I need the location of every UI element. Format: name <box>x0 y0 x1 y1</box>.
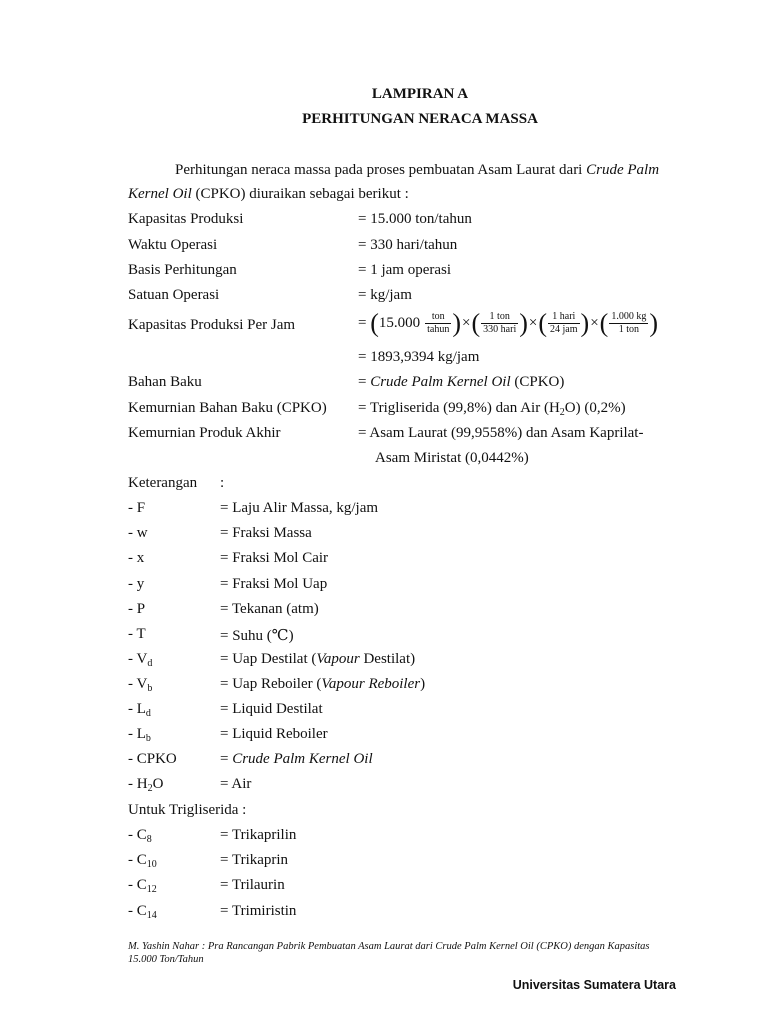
intro-text-2: (CPKO) diuraikan sebagai berikut : <box>191 186 409 202</box>
left-paren: ( <box>599 308 609 338</box>
university-name: Universitas Sumatera Utara <box>512 978 676 992</box>
fraction-ton-hari: $\frac{\text{1 ton}}{\text{330 hari}}$ <box>483 311 517 335</box>
bahan-baku-label: Bahan Baku <box>128 374 202 390</box>
param-value: = 330 hari/tahun <box>358 237 458 253</box>
kemurnian-produk-line1: = Asam Laurat (99,9558%) dan Asam Kaprilat- <box>358 425 644 441</box>
formula-base: 15.000 <box>378 315 421 331</box>
kemurnian-baku-label: Kemurnian Bahan Baku (CPKO) <box>128 400 327 416</box>
kemurnian-produk-line2: Asam Miristat (0,0442%) <box>375 450 529 466</box>
times-sign: × <box>462 315 471 331</box>
right-paren: ) <box>452 308 462 338</box>
intro-text-1: Perhitungan neraca massa pada proses pembuatan Asam Laurat dari <box>175 162 587 178</box>
equals-sign: = <box>358 315 367 331</box>
param-value: = 15.000 ton/tahun <box>358 211 472 227</box>
heading-subtitle: PERHITUNGAN NERACA MASSA <box>302 111 538 127</box>
keterangan-colon: : <box>220 475 225 491</box>
times-sign: × <box>528 315 538 331</box>
untuk-trigliserida: Untuk Trigliserida : <box>128 802 247 818</box>
left-paren: ( <box>370 308 379 338</box>
kemurnian-baku-value: = Trigliserida (99,8%) dan Air $(H_2O)$ (0,2%) <box>358 400 626 418</box>
intro-italic-1: Crude Palm <box>586 162 660 178</box>
param-label: Kapasitas Produksi <box>128 211 244 227</box>
left-paren: ( <box>471 308 481 338</box>
param-value: = kg/jam <box>358 287 412 303</box>
param-label: Waktu Operasi <box>128 237 218 253</box>
per-jam-result: = 1893,9394 kg/jam <box>358 349 480 365</box>
param-value: = 1 jam operasi <box>358 262 452 278</box>
page-footer-citation: M. Yashin Nahar : Pra Rancangan Pabrik Pembuatan Asam Laurat dari Crude Palm Kernel Oil (CPKO) dengan Kapasitas 15.000 Ton/Tahun <box>128 941 650 965</box>
kemurnian-produk-label: Kemurnian Produk Akhir <box>128 425 281 441</box>
fraction-hari-jam: $\frac{\text{1 hari}}{\text{24 jam}}$ <box>550 311 578 335</box>
right-paren: ) <box>519 308 528 338</box>
intro-italic-2: Kernel Oil <box>128 186 192 202</box>
per-jam-label: Kapasitas Produksi Per Jam <box>128 317 296 333</box>
bahan-baku-value: = Crude Palm Kernel Oil (CPKO) <box>358 374 565 390</box>
fraction-ton-tahun: $\frac{\text{ton}}{\text{tahun}}$ <box>427 311 450 335</box>
keterangan-label: Keterangan <box>128 475 198 491</box>
per-jam-formula <box>358 308 659 338</box>
left-paren: ( <box>538 308 548 338</box>
param-label: Basis Perhitungan <box>128 262 237 278</box>
right-paren: ) <box>649 308 659 338</box>
param-label: Satuan Operasi <box>128 287 220 303</box>
heading-title: LAMPIRAN A <box>371 86 469 102</box>
fraction-kg-ton: $\frac{1.000 kg}{\text{1 ton}}$ <box>611 311 647 335</box>
right-paren: ) <box>580 308 590 338</box>
times-sign: × <box>590 315 599 331</box>
